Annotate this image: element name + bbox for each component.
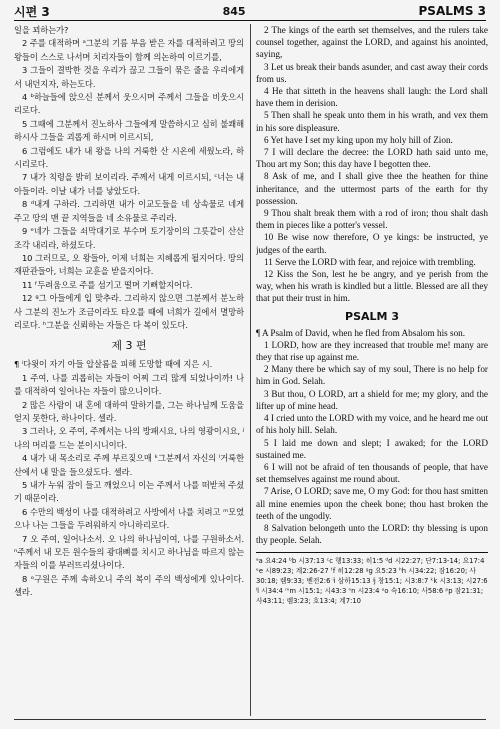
korean-verse: 4 ᵇ하늘들에 앉으신 분께서 웃으시며 주께서 그들을 비웃으시리로다. [14, 92, 244, 116]
korean-verse: 3 그들이 결박한 것을 우리가 끊고 그들이 묶은 줄을 우리에게서 내던지자, 하는도다. [14, 65, 244, 89]
english-verse: 2 Many there be which say of my soul, There is no help for him in God. Selah. [256, 364, 488, 387]
english-verse: 9 Thou shalt break them with a rod of iron; thou shalt dash them in pieces like a potter's vessel. [256, 208, 488, 231]
english-verse: 12 Kiss the Son, lest he be angry, and ye perish from the way, when his wrath is kindled but a little. Blessed are all they that put their trust in him. [256, 269, 488, 304]
korean-verse: 10 그러므로, 오 왕들아, 이제 너희는 지혜롭게 될지어다. 땅의 재판관들아, 너희는 교훈을 받을지어다. [14, 252, 244, 277]
english-verse: 7 Arise, O LORD; save me, O my God: for thou hast smitten all mine enemies upon the cheek bone; thou hast broken the teeth of the ungodly. [256, 486, 488, 521]
korean-verse: 11 ᶠ두려움으로 주를 섬기고 떨며 기뻐할지어다. [22, 279, 193, 290]
english-psalm-title: PSALM 3 [345, 309, 399, 323]
english-verse: 1 LORD, how are they increased that trouble me! many are they that rise up against me. [256, 339, 488, 363]
page-number: 845 [222, 4, 246, 18]
english-verse: 8 Ask of me, and I shall give thee the heathen for thine inheritance, and the uttermost parts of the earth for thy possession. [256, 171, 488, 206]
column-divider [250, 24, 251, 716]
english-verse: 8 Salvation belongeth unto the LORD: thy blessing is upon thy people. Selah. [256, 522, 488, 546]
korean-column [14, 24, 244, 716]
header-rule [14, 20, 486, 21]
korean-verse: 3 그러나, 오 주여, 주께서는 나의 방패시요, 나의 영광이시요, ʲ나의 머리를 드는 분이시니이다. [14, 426, 244, 450]
footer-rule [14, 719, 486, 720]
english-verse: 10 Be wise now therefore, O ye kings: be instructed, ye judges of the earth. [256, 232, 488, 255]
korean-verse: 12 ᵍ그 아들에게 입 맞추라. 그리하지 않으면 그분께서 분노하사 그분의 진노가 조금이라도 타오를 때에 너희가 길에서 멸망하리로다. ʰ그분을 신뢰하는 자들은 다 복이 있도다. [14, 293, 244, 330]
korean-superscription: ¶ ⁱ다윗이 자기 아들 압살롬을 피해 도망할 때에 지은 시. [14, 359, 213, 370]
english-verse: 4 I cried unto the LORD with my voice, and he heard me out of his holy hill. Selah. [256, 413, 488, 436]
english-verse: 3 Let us break their bands asunder, and cast away their cords from us. [256, 61, 488, 84]
header-right-title: PSALMS 3 [418, 4, 486, 18]
english-verse: 2 The kings of the earth set themselves, and the rulers take counsel together, against the LORD, and against his anointed, saying, [256, 25, 488, 60]
korean-verse: 일을 꾀하는가? [14, 25, 69, 35]
korean-verse: 7 내가 칙령을 밝히 보이리라. 주께서 내게 이르시되, ᶜ너는 내 아들이라. 이날 내가 너를 낳았도다. [14, 172, 244, 196]
korean-verse: 9 ᵉ네가 그들을 쇠막대기로 부수며 토기장이의 그릇같이 산산조각 내리라, 하셨도다. [14, 226, 244, 250]
english-verse: 5 I laid me down and slept; I awaked; for the LORD sustained me. [256, 437, 488, 460]
english-verse: 6 Yet have I set my king upon my holy hill of Zion. [264, 134, 453, 145]
header-left-title: 시편 3 [14, 4, 50, 19]
english-verse: 3 But thou, O LORD, art a shield for me; my glory, and the lifter up of mine head. [256, 388, 488, 411]
korean-verse: 2 많은 사람이 내 혼에 대하여 말하기를, 그는 하나님께 도움을 얻지 못한다, 하나이다. 셀라. [14, 399, 244, 423]
english-verse: 4 He that sitteth in the heavens shall laugh: the Lord shall have them in derision. [256, 86, 488, 109]
korean-verse: 5 그때에 그분께서 진노하사 그들에게 말씀하시고 심히 불쾌해 하시사 그들을 괴롭게 하시며 이르시되, [14, 118, 244, 143]
page-header [14, 2, 486, 20]
english-verse: 7 I will declare the decree: the LORD hath said unto me, Thou art my Son; this day have I begotten thee. [256, 147, 488, 170]
english-verse: 6 I will not be afraid of ten thousands of people, that have set themselves against me round about. [256, 461, 488, 485]
english-verse: 11 Serve the LORD with fear, and rejoice with trembling. [264, 256, 476, 267]
english-column [256, 24, 488, 716]
footnote-rule [256, 552, 488, 553]
footnotes: ᵃa 요4:24 ᵇb 시37:13 ᶜc 행13:33; 히1:5 ᵈd 시22:27; 단7:13-14; 요17:4 ᵉe 시89:23; 계2:26-27 ᶠf 히12:28 ᵍg 요5:23 ʰh 시34:22; 잠16:20; 사30:18; 렘9:33; 벧전2:6 ⁱi 삼하15:13 ʲj 창15:1; 시3:8:7 ᵏk 시3:13; 시27:6 ˡl 시34:4 ᵐm 시15:1; 시43:3 ⁿn 시23:4 ᵒo 슥16:10; 사58:6 ᵖp 잠21:31; 사43:11; 렘3:23; 호13:4; 계7:10 [256, 557, 488, 606]
english-verse: 5 Then shall he speak unto them in his wrath, and vex them in his sore displeasure. [256, 110, 488, 133]
korean-verse: 2 주를 대적하며 ᵃ그분의 기름 부음 받은 자를 대적하려고 땅의 왕들이 스스로 나서며 치리자들이 함께 의논하여 이르기를, [14, 38, 244, 62]
korean-verse: 7 오 주여, 일어나소서. 오 나의 하나님이여, 나를 구원하소서. ⁿ주께서 내 모든 원수들의 광대뼈를 치시고 하나님을 따르지 않는 자들의 이를 부러뜨리셨나이다. [14, 533, 244, 571]
english-superscription: ¶ A Psalm of David, when he fled from Absalom his son. [256, 327, 466, 338]
korean-verse: 1 주여, 나를 괴롭히는 자들이 어찌 그리 많게 되었나이까! 나를 대적하여 일어나는 자들이 많으니이다. [14, 372, 244, 397]
korean-verse: 4 내가 내 목소리로 주께 부르짖으매 ᵏ그분께서 자신의 ˡ거룩한 산에서 내 말을 들으셨도다. 셀라. [14, 453, 244, 477]
korean-verse: 6 그럼에도 내가 내 왕을 나의 거룩한 산 시온에 세웠노라, 하시리로다. [14, 145, 244, 170]
korean-psalm-title: 제 3 편 [111, 339, 147, 353]
korean-verse: 6 수만의 백성이 나를 대적하려고 사방에서 나를 치려고 ᵐ모였으나 나는 그들을 두려워하지 아니하리로다. [14, 506, 244, 531]
korean-verse: 5 내가 누워 잠이 들고 깨었으니 이는 주께서 나를 떠받쳐 주셨기 때문이라. [14, 480, 244, 504]
korean-verse: 8 ᵒ구원은 주께 속하오니 주의 복이 주의 백성에게 있나이다. 셀라. [14, 573, 244, 598]
korean-verse: 8 ᵈ내게 구하라. 그리하면 내가 이교도들을 네 상속물로 네게 주고 땅의 맨 끝 지역들을 네 소유물로 주리라. [14, 199, 244, 223]
